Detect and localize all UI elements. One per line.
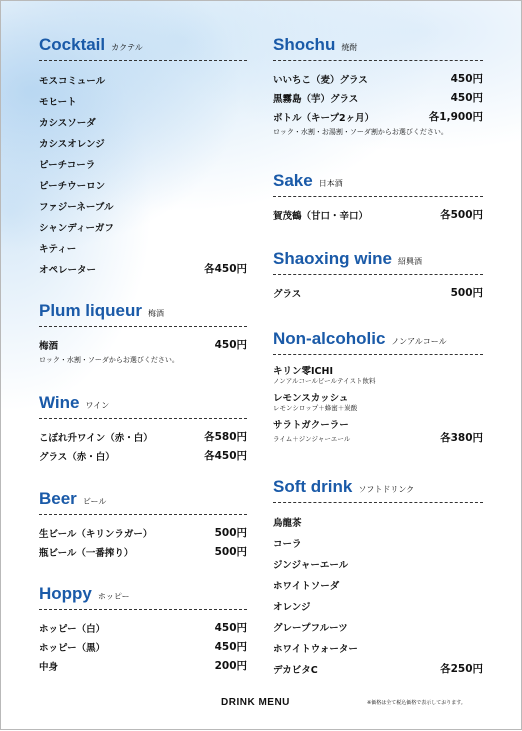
menu-item: ホワイトウォーター — [273, 643, 358, 655]
section-title-jp: 梅酒 — [147, 309, 164, 318]
menu-item: キティー — [39, 243, 77, 255]
menu-item: オペレーター 各450円 — [39, 263, 247, 276]
section-title: Soft drink — [273, 477, 353, 496]
dashed-divider — [273, 196, 483, 197]
menu-item: 賀茂鶴（甘口・辛口） 各500円 — [273, 209, 483, 222]
menu-item: グラス（赤・白） 各450円 — [39, 450, 247, 463]
menu-item: オレンジ — [273, 601, 311, 613]
menu-item: ホッピー（白） 450円 — [39, 622, 247, 635]
menu-item: グレープフルーツ — [273, 622, 348, 634]
menu-item: カシスソーダ — [39, 117, 96, 129]
dashed-divider — [39, 609, 247, 610]
section-wine — [39, 393, 247, 465]
section-hoppy — [39, 584, 247, 675]
menu-item: 瓶ビール（一番搾り） 500円 — [39, 546, 247, 559]
section-soft-drink — [273, 477, 483, 679]
section-shaoxing-wine — [273, 249, 483, 302]
section-title: Wine — [39, 393, 80, 412]
menu-item: サラトガクーラー ライム＋ジンジャーエール 各380円 — [273, 420, 483, 444]
section-title: Non-alcoholic — [273, 329, 386, 348]
menu-item: いいちこ（麦）グラス 450円 — [273, 73, 483, 86]
menu-item: シャンディーガフ — [39, 222, 114, 234]
menu-item: ボトル（キープ2ヶ月） 各1,900円 — [273, 111, 483, 124]
section-note: ロック・水割・ソーダからお選びください。 — [39, 356, 179, 364]
menu-item: こぼれ升ワイン（赤・白） 各580円 — [39, 431, 247, 444]
section-title-jp: 日本酒 — [318, 179, 343, 188]
section-title-jp: ビール — [82, 497, 107, 506]
section-non-alcoholic — [273, 329, 483, 448]
section-title: Shochu — [273, 35, 336, 54]
section-title: Hoppy — [39, 584, 92, 603]
menu-item: ホッピー（黒） 450円 — [39, 641, 247, 654]
menu-item: キリン零ICHI ノンアルコールビールテイスト飲料 — [273, 366, 376, 385]
menu-item: 黒霧島（芋）グラス 450円 — [273, 92, 483, 105]
section-beer — [39, 489, 247, 561]
menu-item: ホワイトソーダ — [273, 580, 340, 592]
dashed-divider — [273, 502, 483, 503]
dashed-divider — [273, 60, 483, 61]
section-plum-liqueur — [39, 301, 247, 365]
section-sake — [273, 171, 483, 224]
menu-item: 生ビール（キリンラガー） 500円 — [39, 527, 247, 540]
section-shochu — [273, 35, 483, 137]
section-title: Sake — [273, 171, 313, 190]
dashed-divider — [39, 60, 247, 61]
section-title: Beer — [39, 489, 77, 508]
dashed-divider — [39, 326, 247, 327]
dashed-divider — [39, 514, 247, 515]
section-cocktail — [39, 35, 247, 279]
section-title: Shaoxing wine — [273, 249, 393, 268]
section-title: Cocktail — [39, 35, 106, 54]
section-title-jp: ワイン — [85, 401, 110, 410]
menu-item: ジンジャーエール — [273, 559, 349, 571]
menu-item: ピーチウーロン — [39, 180, 106, 192]
menu-item: 梅酒 450円 — [39, 339, 247, 352]
menu-item: モスコミュール — [39, 75, 106, 87]
menu-item: コーラ — [273, 538, 302, 550]
menu-footer-title: DRINK MENU — [221, 697, 290, 708]
section-title: Plum liqueur — [39, 301, 142, 320]
menu-item: デカビタC 各250円 — [273, 663, 483, 676]
menu-item: レモンスカッシュ レモンシロップ＋蜂蜜＋炭酸 — [273, 393, 358, 412]
menu-item: 烏龍茶 — [273, 517, 302, 529]
section-title-jp: ホッピー — [97, 592, 130, 601]
tax-footnote: ※価格は全て税込価格で表示しております。 — [367, 700, 466, 706]
left-column — [39, 1, 247, 731]
section-title-jp: ノンアルコール — [391, 337, 447, 346]
section-title-jp: ソフトドリンク — [358, 485, 415, 494]
dashed-divider — [39, 418, 247, 419]
menu-item: グラス 500円 — [273, 287, 483, 300]
section-note: ロック・水割・お湯割・ソーダ割からお選びください。 — [273, 128, 448, 136]
section-title-jp: 紹興酒 — [398, 257, 423, 266]
right-column — [273, 1, 483, 731]
menu-item: ピーチコーラ — [39, 159, 96, 171]
section-title-jp: カクテル — [111, 43, 143, 52]
menu-item: 中身 200円 — [39, 660, 247, 673]
menu-item: カシスオレンジ — [39, 138, 105, 150]
dashed-divider — [273, 274, 483, 275]
section-title-jp: 焼酎 — [341, 43, 358, 52]
menu-item: ファジーネーブル — [39, 201, 114, 213]
dashed-divider — [273, 354, 483, 355]
menu-item: モヒート — [39, 96, 77, 108]
